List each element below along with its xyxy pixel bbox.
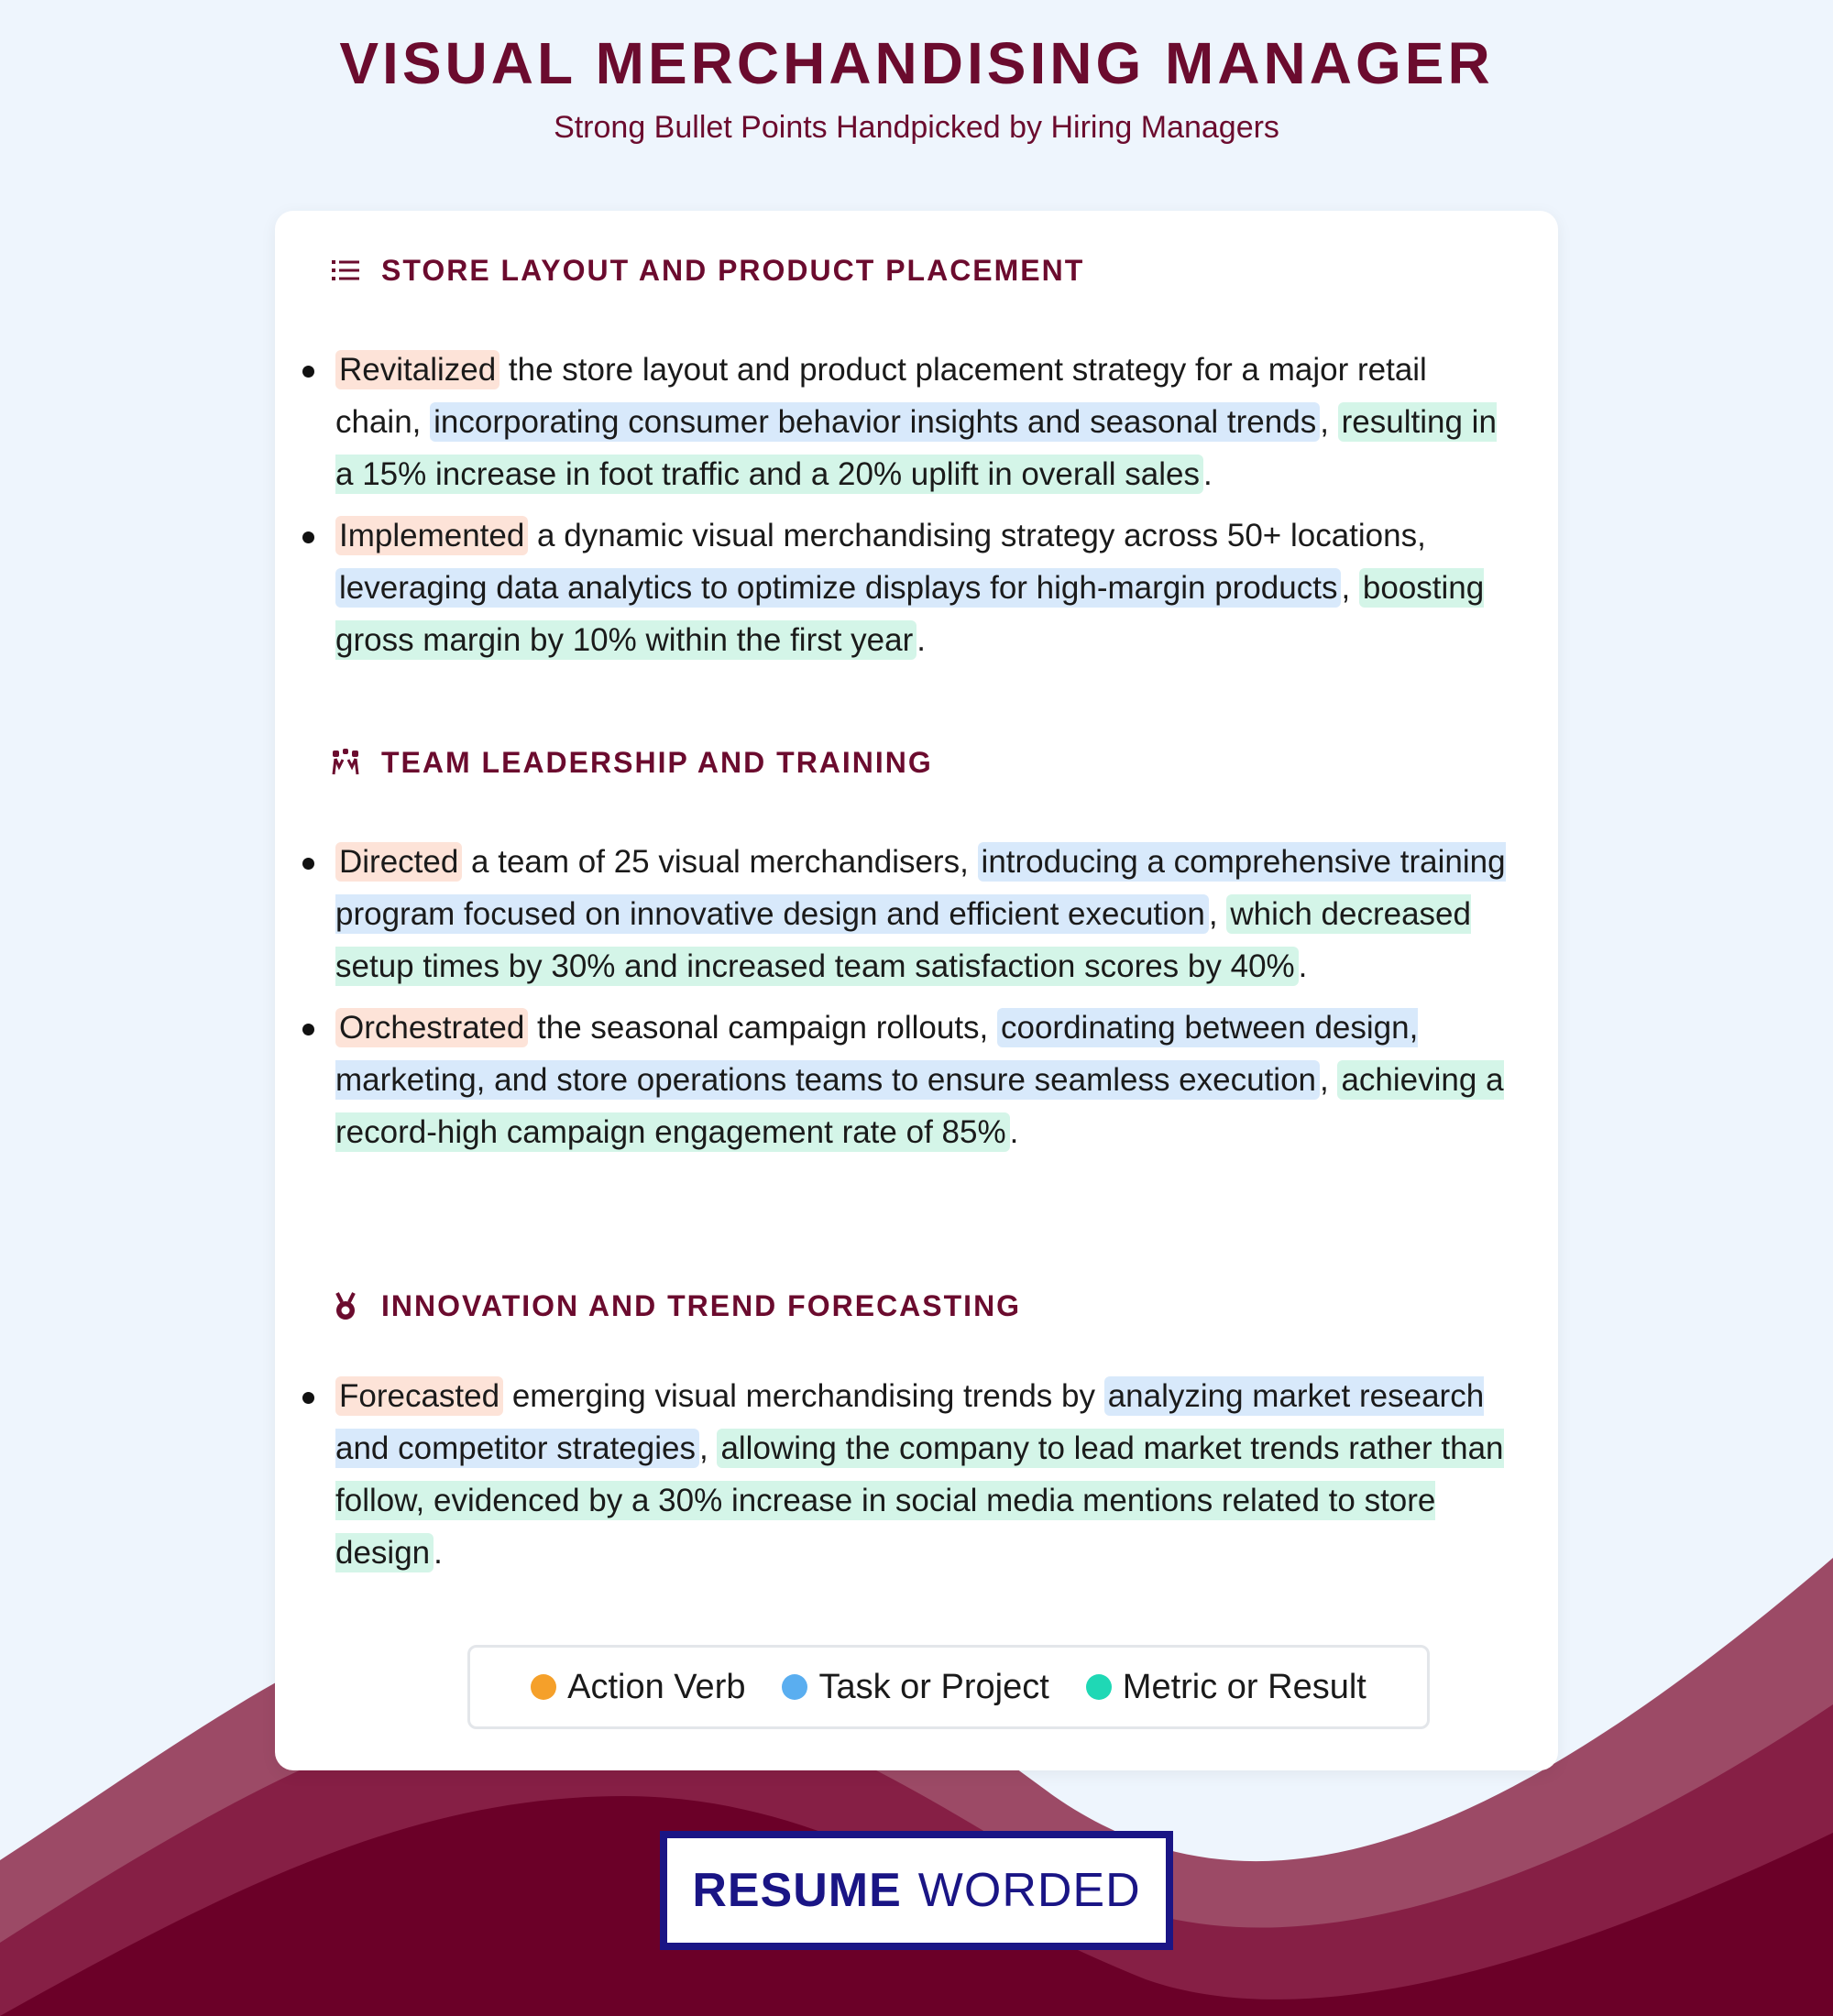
task-highlight: leveraging data analytics to optimize displays for high-margin products [335,568,1341,608]
legend-label: Metric or Result [1122,1667,1367,1706]
legend-label: Action Verb [567,1667,746,1706]
bullet-text: . [916,622,926,658]
legend-item-metric-or-result [1086,1668,1367,1707]
medal-icon [330,1290,361,1321]
bullet-points-card [275,211,1558,1770]
team-icon [330,747,361,778]
bullet-item [275,836,1509,992]
list-icon [330,255,361,286]
action-verb-highlight: Orchestrated [335,1008,528,1047]
section-header [330,1283,1021,1329]
logo-bold-text: RESUME [692,1864,902,1917]
action-verb-highlight: Forecasted [335,1376,503,1416]
task-highlight: coordinating between design, marketing, and store operations teams to ensure seamless execution [335,1010,1419,1098]
action-verb-highlight: Directed [335,842,462,882]
bullet-text: the seasonal campaign rollouts, [528,1010,997,1046]
bullet-text: , [1341,570,1359,606]
metric-highlight: resulting in a 15% increase in foot traffic and a 20% uplift in overall sales [335,404,1497,492]
metric-highlight: boosting gross margin by 10% within the first year [335,570,1485,658]
bullet-text: , [698,1430,718,1466]
bullet-item [275,1002,1509,1158]
page-title: VISUAL MERCHANDISING MANAGER [339,30,1494,96]
section-header [330,247,1084,293]
legend-item-action-verb [531,1668,745,1707]
bullet-text: , [1320,404,1338,440]
task-highlight: incorporating consumer behavior insights and seasonal trends [430,402,1320,442]
bullet-list [275,344,1558,675]
resume-worded-logo[interactable] [660,1831,1173,1950]
bullet-text: , [1208,896,1227,932]
bullet-list [275,1370,1558,1588]
section-title: INNOVATION AND TREND FORECASTING [381,1288,1022,1322]
bullet-text: . [1009,1114,1019,1150]
section-header [330,740,933,785]
task-highlight: analyzing market research and competitor strategies [335,1378,1485,1466]
legend-dot [782,1674,807,1700]
metric-highlight: achieving a record-high campaign engagement rate of 85% [335,1062,1504,1150]
action-verb-highlight: Revitalized [335,350,499,389]
metric-highlight: which decreased setup times by 30% and increased team satisfaction scores by 40% [335,896,1471,984]
legend-dot [531,1674,556,1700]
bullet-text: a team of 25 visual merchandisers, [462,844,978,880]
bullet-list [275,836,1558,1167]
metric-highlight: allowing the company to lead market trends rather than follow, evidenced by a 30% increase in social media mentions related to store design [335,1430,1504,1571]
bullet-text: . [1298,948,1308,984]
bullet-text: emerging visual merchandising trends by [503,1378,1104,1414]
bullet-text: , [1320,1062,1338,1098]
task-highlight: introducing a comprehensive training program focused on innovative design and efficient execution [335,844,1506,932]
section-title: TEAM LEADERSHIP AND TRAINING [381,745,933,779]
action-verb-highlight: Implemented [335,516,528,555]
legend-label: Task or Project [818,1667,1049,1706]
bullet-item [275,344,1509,500]
logo-regular-text: WORDED [917,1864,1141,1917]
legend-dot [1086,1674,1112,1700]
legend-item-task-or-project [782,1668,1048,1707]
bullet-text: a dynamic visual merchandising strategy across 50+ locations, [528,518,1426,553]
page-subtitle: Strong Bullet Points Handpicked by Hiring Managers [554,110,1279,145]
bullet-text: . [434,1535,443,1571]
bullet-text: . [1202,456,1213,492]
highlight-legend [467,1645,1430,1729]
bullet-item [275,1370,1509,1579]
section-title: STORE LAYOUT AND PRODUCT PLACEMENT [381,253,1085,287]
bullet-text: the store layout and product placement strategy for a major retail chain, [335,352,1427,440]
bullet-item [275,509,1509,666]
